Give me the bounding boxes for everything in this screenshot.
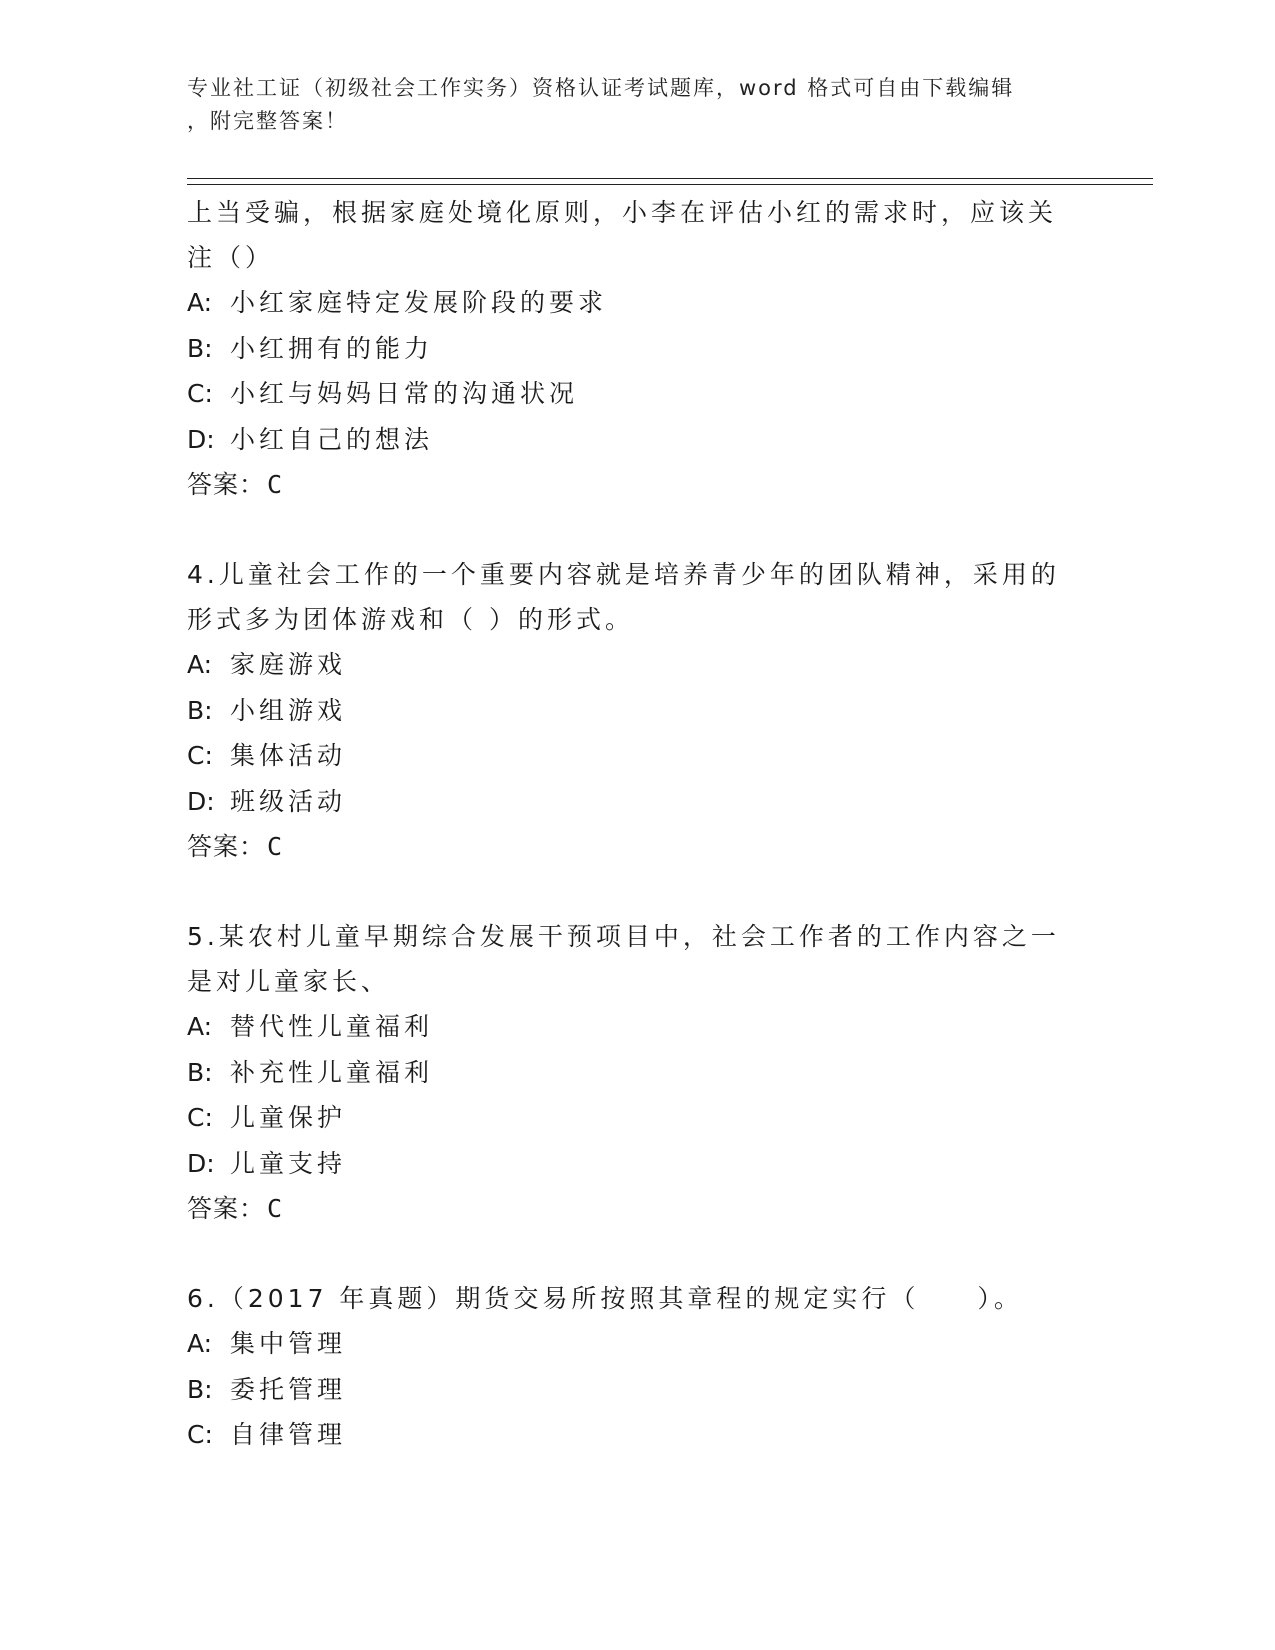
question-list (187, 190, 1087, 1458)
question-block (187, 1276, 1087, 1458)
answer-label: 答案： (187, 470, 266, 499)
option-letter: D: (187, 786, 215, 816)
answer-line (187, 824, 1087, 869)
question-text: 5.某农村儿童早期综合发展干预项目中，社会工作者的工作内容之一 (187, 922, 1060, 951)
option-letter: A: (187, 1329, 213, 1358)
option-b (187, 1367, 1087, 1413)
option-c (187, 733, 1087, 779)
question-block (187, 190, 1087, 507)
option-text: 儿童支持 (230, 1148, 347, 1178)
option-a (187, 1321, 1087, 1367)
option-text: 替代性儿童福利 (230, 1012, 434, 1041)
answer-value: C (267, 832, 284, 861)
option-letter: C: (187, 1103, 213, 1132)
header-divider (187, 178, 1153, 185)
spacer (187, 869, 1087, 914)
option-letter: C: (187, 1420, 213, 1449)
answer-line (187, 462, 1087, 507)
option-letter: B: (187, 695, 213, 725)
option-text: 小红家庭特定发展阶段的要求 (230, 288, 608, 317)
spacer (187, 507, 1087, 552)
option-letter: C: (187, 741, 213, 770)
answer-value: C (267, 1194, 284, 1223)
option-letter: A: (187, 650, 213, 679)
option-letter: A: (187, 288, 213, 317)
option-b (187, 688, 1087, 734)
option-b (187, 1050, 1087, 1096)
option-letter: D: (187, 1148, 215, 1178)
option-letter: D: (187, 424, 215, 454)
option-a (187, 642, 1087, 688)
answer-label: 答案： (187, 1194, 266, 1223)
option-text: 委托管理 (230, 1374, 347, 1404)
option-a (187, 1004, 1087, 1050)
question-text: 注（） (187, 243, 275, 272)
header-title-line-1: 专业社工证（初级社会工作实务）资格认证考试题库，word 格式可自由下载编辑 (187, 76, 1015, 100)
option-c (187, 371, 1087, 417)
answer-label: 答案： (187, 832, 266, 861)
page-header (187, 72, 1087, 138)
option-text: 儿童保护 (230, 1103, 347, 1132)
option-b (187, 326, 1087, 372)
question-text: 形式多为团体游戏和（ ）的形式。 (187, 605, 634, 634)
option-text: 小红自己的想法 (230, 424, 434, 454)
option-a (187, 280, 1087, 326)
question-text: 上当受骗，根据家庭处境化原则，小李在评估小红的需求时，应该关 (187, 198, 1058, 227)
option-d (187, 417, 1087, 463)
answer-value: C (267, 470, 284, 499)
option-letter: C: (187, 379, 213, 408)
option-text: 自律管理 (230, 1420, 347, 1449)
option-d (187, 1141, 1087, 1187)
header-title-line-2: ，附完整答案！ (187, 109, 348, 133)
option-text: 小组游戏 (230, 695, 347, 725)
option-text: 班级活动 (230, 786, 347, 816)
option-text: 家庭游戏 (230, 650, 347, 679)
option-letter: B: (187, 333, 213, 363)
option-letter: A: (187, 1012, 213, 1041)
option-text: 集体活动 (230, 741, 347, 770)
option-c (187, 1412, 1087, 1458)
option-d (187, 779, 1087, 825)
question-text: 是对儿童家长、 (187, 967, 391, 996)
option-c (187, 1095, 1087, 1141)
option-letter: B: (187, 1374, 213, 1404)
question-block (187, 552, 1087, 869)
option-text: 补充性儿童福利 (230, 1057, 434, 1087)
spacer (187, 1231, 1087, 1276)
question-text: 4.儿童社会工作的一个重要内容就是培养青少年的团队精神，采用的 (187, 560, 1060, 589)
answer-line (187, 1186, 1087, 1231)
option-letter: B: (187, 1057, 213, 1087)
question-text: 6.（2017 年真题）期货交易所按照其章程的规定实行（ ）。 (187, 1284, 1023, 1313)
question-block (187, 914, 1087, 1231)
option-text: 小红与妈妈日常的沟通状况 (230, 379, 579, 408)
option-text: 小红拥有的能力 (230, 333, 434, 363)
option-text: 集中管理 (230, 1329, 347, 1358)
